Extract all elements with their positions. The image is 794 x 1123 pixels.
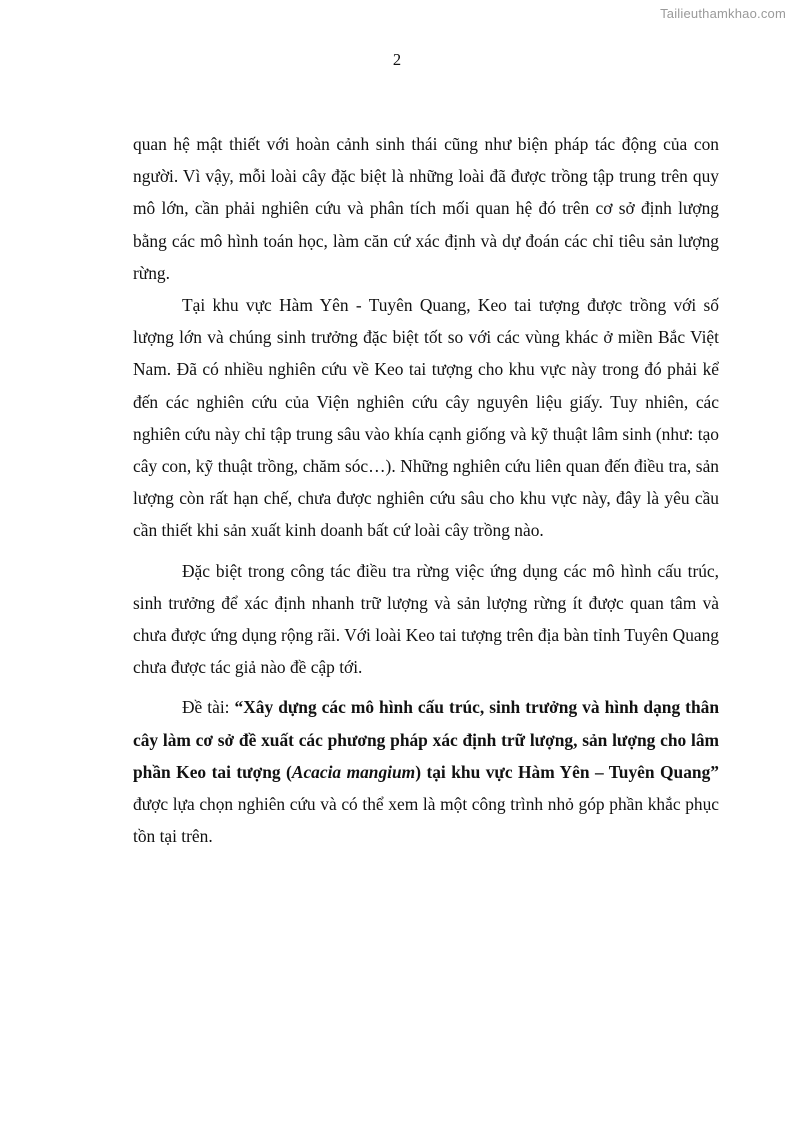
- scientific-name: Acacia mangium: [291, 761, 416, 782]
- paragraph-2: Tại khu vực Hàm Yên - Tuyên Quang, Keo tai tượng được trồng với số lượng lớn và chúng sinh trưởng đặc biệt tốt so với các vùng khác ở miền Bắc Việt Nam. Đã có nhiều nghiên cứu về Keo tai tượng cho khu vực này trong đó phải kể đến các nghiên cứu của Viện nghiên cứu cây nguyên liệu giấy. Tuy nhiên, các nghiên cứu này chỉ tập trung sâu vào khía cạnh giống và kỹ thuật lâm sinh (như: tạo cây con, kỹ thuật trồng, chăm sóc…). Những nghiên cứu liên quan đến điều tra, sản lượng còn rất hạn chế, chưa được nghiên cứu sâu cho khu vực này, đây là yêu cầu cần thiết khi sản xuất kinh doanh bất cứ loài cây trồng nào.: [133, 295, 719, 541]
- page-number: 2: [392, 50, 402, 69]
- topic-title-part2: ) tại khu vực Hàm Yên – Tuyên Quang”: [415, 761, 719, 782]
- document-body: [133, 128, 719, 852]
- paragraph-3: Đặc biệt trong công tác điều tra rừng việc ứng dụng các mô hình cấu trúc, sinh trưởng để xác định nhanh trữ lượng và sản lượng rừng ít được quan tâm và chưa được ứng dụng rộng rãi. Với loài Keo tai tượng trên địa bàn tỉnh Tuyên Quang chưa được tác giả nào đề cập tới.: [133, 560, 719, 678]
- paragraph-1: quan hệ mật thiết với hoàn cảnh sinh thái cũng như biện pháp tác động của con người. Vì vậy, mỗi loài cây đặc biệt là những loài đã được trồng tập trung trên quy mô lớn, cần phải nghiên cứu và phân tích mối quan hệ đó trên cơ sở định lượng bằng các mô hình toán học, làm căn cứ xác định và dự đoán các chỉ tiêu sản lượng rừng.: [133, 134, 719, 283]
- paragraph-4: [133, 691, 719, 852]
- topic-lead: Đề tài:: [182, 697, 235, 718]
- watermark: Tailieuthamkhao.com: [660, 6, 786, 21]
- topic-tail: được lựa chọn nghiên cứu và có thể xem là một công trình nhỏ góp phần khắc phục tồn tại trên.: [133, 794, 719, 847]
- topic-title-part1: “Xây dựng các mô hình cấu trúc, sinh trưởng và hình dạng thân cây làm cơ sở đề xuất các phương pháp xác định trữ lượng, sản lượng cho lâm phần Keo tai tượng (: [133, 697, 720, 782]
